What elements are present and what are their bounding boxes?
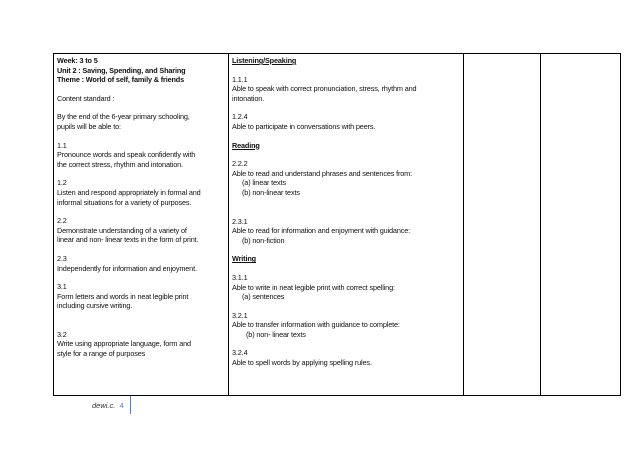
sub-item: (b) non-linear texts xyxy=(242,187,300,197)
sub-item: (b) non- linear texts xyxy=(246,329,306,339)
footer-divider xyxy=(130,396,131,414)
standard-text: informal situations for a variety of purposes. xyxy=(57,197,192,207)
standard-number: 2.2 xyxy=(57,216,67,226)
page-footer xyxy=(92,401,124,410)
empty-cell xyxy=(541,54,621,396)
reading-heading: Reading xyxy=(232,140,260,150)
standard-text: intonation. xyxy=(232,93,265,103)
standard-text: the correct stress, rhythm and intonation. xyxy=(57,159,183,169)
standard-number: 1.2 xyxy=(57,178,67,188)
sub-item: (a) linear texts xyxy=(242,178,286,188)
standard-text: Listen and respond appropriately in formal and xyxy=(57,187,201,197)
standard-number: 3.1.1 xyxy=(232,272,248,282)
standard-text: Able to spell words by applying spelling rules. xyxy=(232,358,372,368)
standard-text: Demonstrate understanding of a variety of xyxy=(57,225,187,235)
standard-text: Independently for information and enjoyment. xyxy=(57,263,197,273)
standard-text: Able to transfer information with guidance to complete: xyxy=(232,320,400,330)
unit-label: Unit 2 : Saving, Spending, and Sharing xyxy=(57,65,186,75)
standard-text: Able to speak with correct pronunciation, stress, rhythm and xyxy=(232,84,417,94)
standard-text: Able to read for information and enjoyment with guidance: xyxy=(232,226,411,236)
standard-number: 1.1 xyxy=(57,140,67,150)
content-standard-cell xyxy=(54,54,229,396)
sub-item: (b) non-fiction xyxy=(242,235,285,245)
footer-author: dewi.c. xyxy=(92,401,116,410)
content-standard-heading: Content standard : xyxy=(57,93,115,103)
standard-number: 2.3.1 xyxy=(232,216,248,226)
standard-text: Form letters and words in neat legible print xyxy=(57,291,189,301)
standard-text: linear and non- linear texts in the form of print. xyxy=(57,235,199,245)
standard-number: 2.3 xyxy=(57,253,67,263)
standard-number: 1.1.1 xyxy=(232,74,248,84)
standard-text: Write using appropriate language, form and xyxy=(57,339,191,349)
writing-heading: Writing xyxy=(232,254,256,264)
sub-item: (a) sentences xyxy=(242,292,285,302)
standard-text: Able to participate in conversations with peers. xyxy=(232,121,376,131)
standard-number: 1.2.4 xyxy=(232,112,248,122)
learning-standard-cell xyxy=(229,54,464,396)
empty-cell xyxy=(464,54,541,396)
listening-speaking-heading: Listening/Speaking xyxy=(232,56,297,65)
standard-number: 2.2.2 xyxy=(232,159,248,169)
standard-number: 3.2 xyxy=(57,329,67,339)
standard-text: including cursive writing. xyxy=(57,301,133,311)
standard-number: 3.2.4 xyxy=(232,348,248,358)
standard-text: Pronounce words and speak confidently with xyxy=(57,150,196,160)
intro-text: By the end of the 6-year primary schooling, xyxy=(57,112,190,122)
standard-text: Able to read and understand phrases and sentences from: xyxy=(232,168,412,178)
page-number: 4 xyxy=(119,401,124,410)
theme-label: Theme : World of self, family & friends xyxy=(57,75,185,85)
table-row xyxy=(54,54,621,396)
standard-text: Able to write in neat legible print with correct spelling: xyxy=(232,282,395,292)
lesson-plan-table xyxy=(53,53,621,396)
intro-text: pupils will be able to: xyxy=(57,121,121,131)
week-label: Week: 3 to 5 xyxy=(57,56,98,65)
standard-number: 3.2.1 xyxy=(232,310,248,320)
standard-text: style for a range of purposes xyxy=(57,349,146,359)
standard-number: 3.1 xyxy=(57,282,67,292)
